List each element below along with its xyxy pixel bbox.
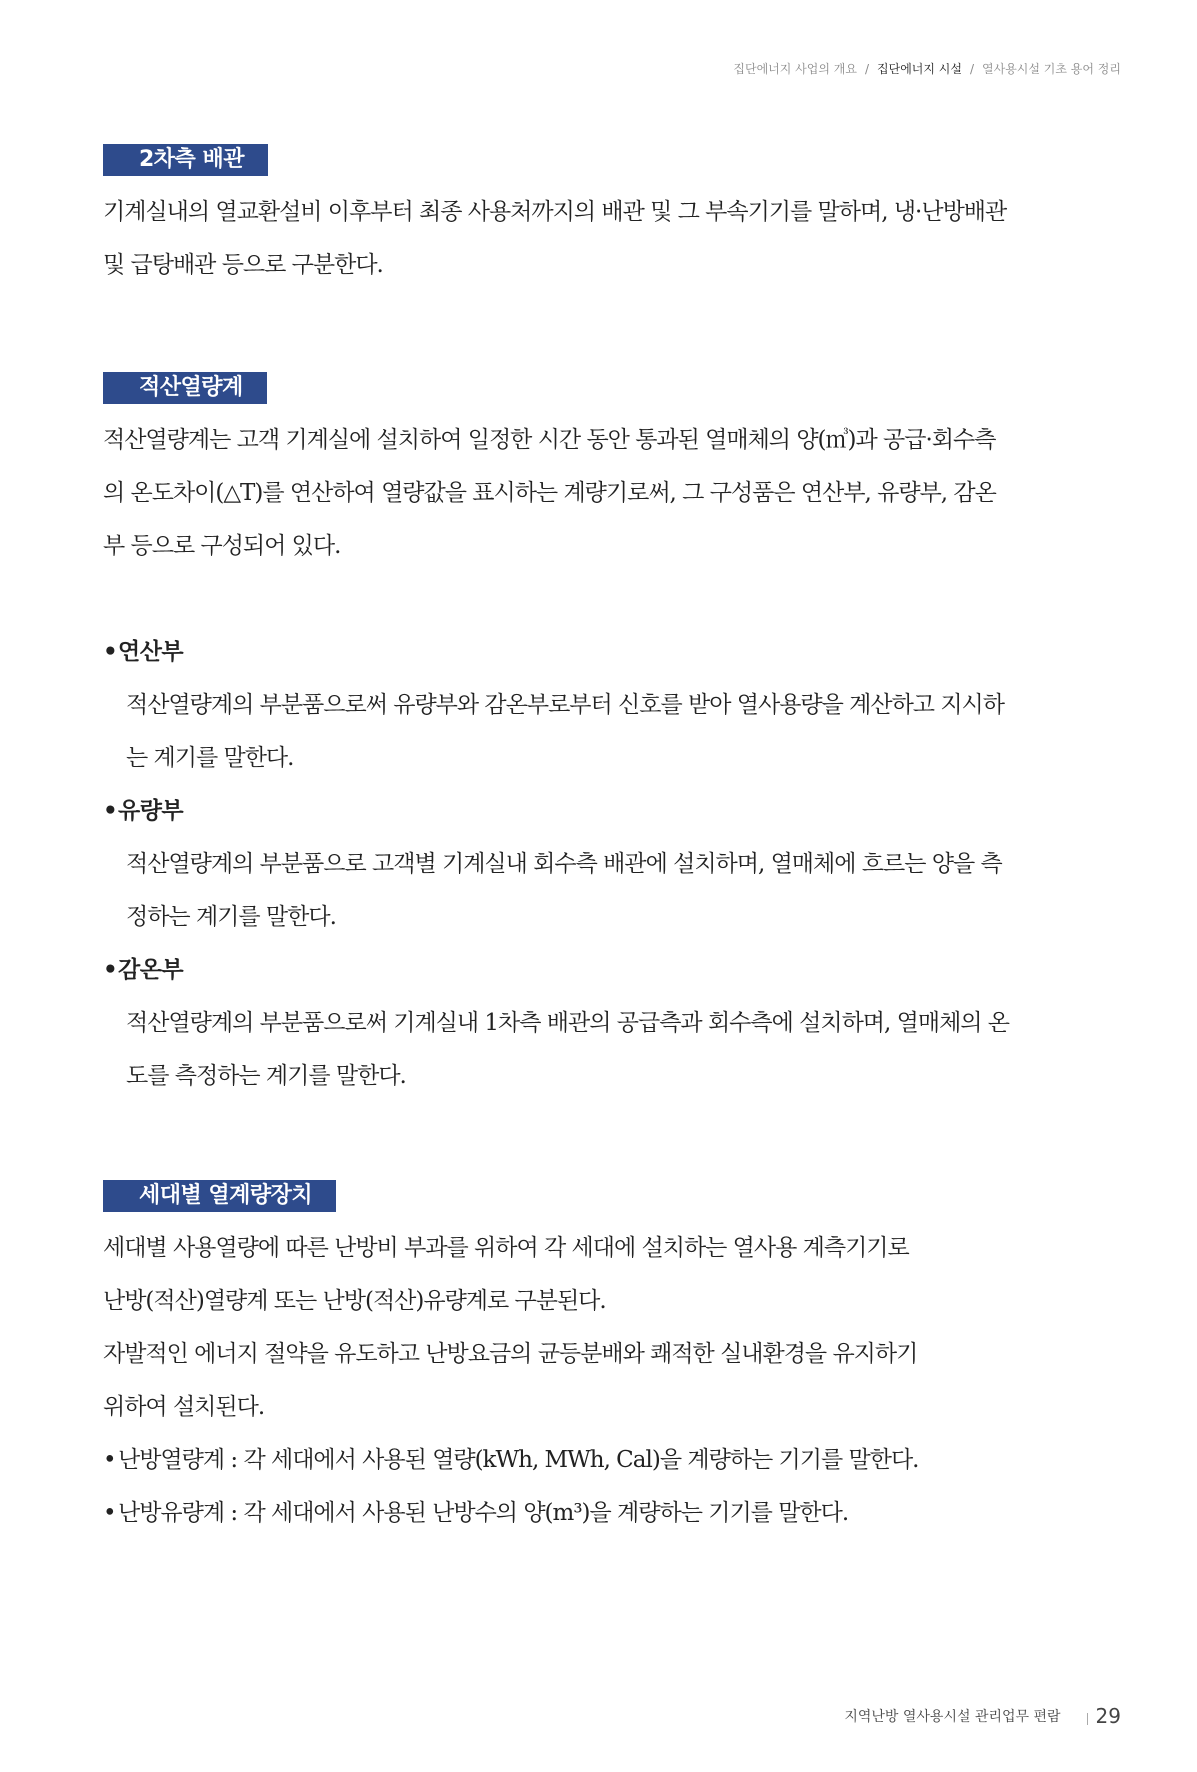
bullet-text: 난방열량계 : 각 세대에서 사용된 열량(kWh, MWh, Cal)을 계량하는 기기를 말한다.: [118, 1447, 919, 1473]
definition-item-temperature-sensor: [103, 944, 1123, 1103]
breadcrumb-separator: /: [969, 62, 975, 76]
section-heat-meter: [103, 372, 1123, 1103]
definition-item-calculator: [103, 626, 1123, 785]
bullet-icon: •: [103, 798, 118, 824]
paragraph-line: 및 급탕배관 등으로 구분한다.: [103, 252, 383, 278]
definition-item-flow-sensor: [103, 785, 1123, 944]
paragraph-line: 세대별 사용열량에 따른 난방비 부과를 위하여 각 세대에 설치하는 열사용 계측기기로: [103, 1235, 909, 1261]
breadcrumb: [733, 60, 1121, 77]
paragraph-line: 기계실내의 열교환설비 이후부터 최종 사용처까지의 배관 및 그 부속기기를 말하며, 냉·난방배관: [103, 199, 1007, 225]
breadcrumb-item-facilities: 집단에너지 시설: [877, 62, 962, 76]
section-heading: 2차측 배관: [103, 144, 268, 176]
paragraph-line: 적산열량계의 부분품으로써 기계실내 1차측 배관의 공급측과 회수측에 설치하며, 열매체의 온: [126, 1010, 1010, 1036]
definition-list: [103, 626, 1123, 1103]
breadcrumb-item-overview: 집단에너지 사업의 개요: [733, 62, 857, 76]
section-household-meter: [103, 1180, 1123, 1540]
paragraph-line: 정하는 계기를 말한다.: [126, 904, 336, 930]
bullet-icon: •: [103, 639, 118, 665]
breadcrumb-item-terms: 열사용시설 기초 용어 정리: [982, 62, 1121, 76]
paragraph-line: 는 계기를 말한다.: [126, 745, 294, 771]
paragraph-line: 적산열량계의 부분품으로 고객별 기계실내 회수측 배관에 설치하며, 열매체에 흐르는 양을 측: [126, 851, 1002, 877]
paragraph-line: 도를 측정하는 계기를 말한다.: [126, 1063, 406, 1089]
item-title: 연산부: [118, 639, 184, 665]
paragraph-line: 자발적인 에너지 절약을 유도하고 난방요금의 균등분배와 쾌적한 실내환경을 유지하기: [103, 1341, 918, 1367]
paragraph-line: 부 등으로 구성되어 있다.: [103, 533, 341, 559]
bullet-icon: •: [103, 957, 118, 983]
section-secondary-piping: [103, 144, 1123, 292]
page-number: 29: [1095, 1704, 1121, 1728]
bullet-icon: •: [103, 1447, 116, 1473]
bullet-text: 난방유량계 : 각 세대에서 사용된 난방수의 양(m³)을 계량하는 기기를 말한다.: [118, 1500, 849, 1526]
footer-divider: [1087, 1713, 1088, 1725]
footer-title: 지역난방 열사용시설 관리업무 편람: [844, 1709, 1061, 1725]
item-title: 유량부: [118, 798, 184, 824]
item-title: 감온부: [118, 957, 184, 983]
paragraph-line: 위하여 설치된다.: [103, 1394, 265, 1420]
bullet-line: [103, 1487, 1123, 1540]
section-heading: 적산열량계: [103, 372, 267, 404]
section-heading: 세대별 열계량장치: [103, 1180, 336, 1212]
paragraph-line: 난방(적산)열량계 또는 난방(적산)유량계로 구분된다.: [103, 1288, 606, 1314]
paragraph-line: 적산열량계는 고객 기계실에 설치하여 일정한 시간 동안 통과된 열매체의 양(㎥)과 공급·회수측: [103, 427, 996, 453]
page-footer: [844, 1704, 1121, 1728]
bullet-line: [103, 1434, 1123, 1487]
bullet-icon: •: [103, 1500, 116, 1526]
paragraph-line: 적산열량계의 부분품으로써 유량부와 감온부로부터 신호를 받아 열사용량을 계산하고 지시하: [126, 692, 1004, 718]
breadcrumb-separator: /: [864, 62, 870, 76]
paragraph-line: 의 온도차이(△T)를 연산하여 열량값을 표시하는 계량기로써, 그 구성품은 연산부, 유량부, 감온: [103, 480, 996, 506]
